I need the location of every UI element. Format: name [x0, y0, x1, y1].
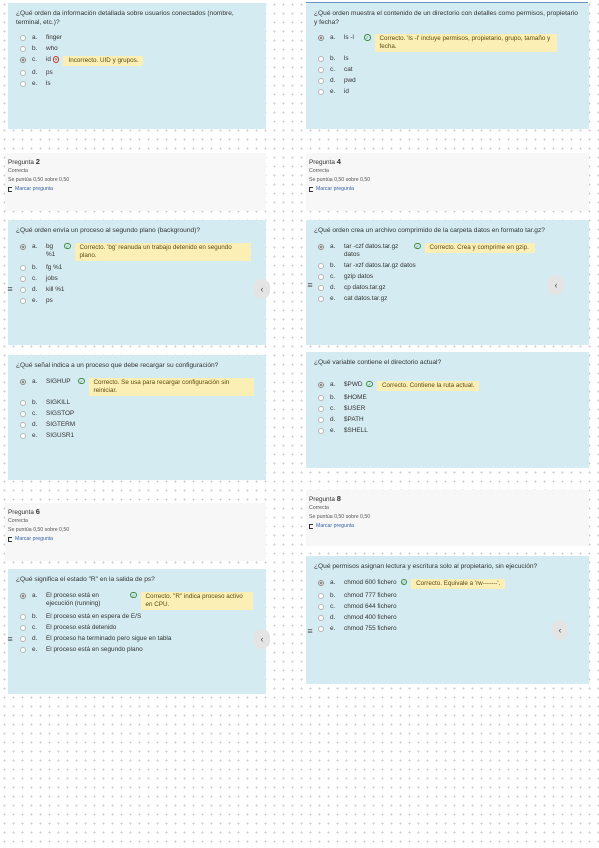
radio-button[interactable]	[318, 56, 324, 62]
feedback-correct: Correcto. "R" indica proceso activo en CPU.	[141, 592, 253, 610]
question-score: Se puntúa 0,50 sobre 0,50	[8, 527, 70, 533]
question-number: Pregunta 6	[8, 507, 40, 516]
feedback-correct: Correcto. 'ls -l' incluye permisos, propietario, grupo, tamaño y fecha.	[375, 34, 557, 52]
question-info-6	[5, 503, 266, 561]
option-a-selected[interactable]: a. $PWD ✓ Correcto. Contiene la ruta actual.	[314, 380, 581, 392]
option-b[interactable]: b. SIGKILL	[16, 398, 258, 409]
radio-button[interactable]	[20, 647, 26, 653]
option-d[interactable]: d. El proceso ha terminado pero sigue en tabla	[16, 634, 258, 645]
radio-button[interactable]	[20, 70, 26, 76]
radio-button[interactable]	[318, 274, 324, 280]
question-score: Se puntúa 0,50 sobre 0,50	[309, 177, 371, 183]
option-d[interactable]: d. chmod 400 fichero	[314, 613, 581, 624]
question-text: ¿Qué orden da información detallada sobre usuarios conectados (nombre, terminal, etc.)?	[16, 10, 234, 26]
radio-button[interactable]	[318, 593, 324, 599]
flag-icon	[8, 187, 12, 192]
radio-button-checked[interactable]	[318, 244, 324, 250]
radio-button[interactable]	[20, 400, 26, 406]
question-card-ps-state	[8, 569, 266, 694]
radio-button[interactable]	[20, 422, 26, 428]
radio-button[interactable]	[318, 626, 324, 632]
question-card-ls	[306, 3, 589, 129]
menu-icon[interactable]: ≡	[307, 626, 313, 636]
option-e[interactable]: e. cat datos.tar.gz	[314, 294, 581, 305]
question-score: Se puntúa 0,50 sobre 0,50	[309, 514, 371, 520]
option-e[interactable]: e. ls	[16, 79, 258, 90]
radio-button-checked[interactable]	[318, 382, 324, 388]
feedback-correct: Correcto. Se usa para recargar configuración sin reiniciar.	[89, 378, 254, 396]
radio-button[interactable]	[20, 614, 26, 620]
radio-button[interactable]	[318, 395, 324, 401]
feedback-correct: Correcto. Crea y comprime en gzip.	[425, 243, 535, 253]
flag-question-link[interactable]: Marcar pregunta	[8, 535, 263, 544]
question-number: Pregunta 8	[309, 494, 341, 503]
option-d[interactable]: d. SIGTERM	[16, 420, 258, 431]
option-c-selected[interactable]: c. id ✕ Incorrecto. UID y grupos.	[16, 55, 258, 67]
correct-icon: ✓	[401, 579, 406, 585]
option-a-selected[interactable]: a. ls -l ✓ Correcto. 'ls -l' incluye permisos, propietario, grupo, tamaño y fecha.	[314, 33, 581, 53]
flag-icon	[309, 187, 313, 192]
option-b[interactable]: b. El proceso está en espera de E/S	[16, 612, 258, 623]
radio-button[interactable]	[20, 276, 26, 282]
question-card-users	[8, 3, 266, 129]
option-c[interactable]: c. gzip datos	[314, 272, 581, 283]
question-text: ¿Qué permisos asignan lectura y escritura solo al propietario, sin ejecución?	[314, 563, 538, 570]
option-c[interactable]: c. chmod 644 fichero	[314, 602, 581, 613]
radio-button-checked[interactable]	[20, 244, 26, 250]
feedback-correct: Correcto. Equivale a 'rw-------'.	[411, 579, 505, 589]
radio-button[interactable]	[318, 417, 324, 423]
radio-button[interactable]	[318, 296, 324, 302]
correct-icon: ✓	[415, 243, 420, 249]
option-e[interactable]: e. id	[314, 87, 581, 98]
option-a-selected[interactable]: a. tar -czf datos.tar.gz datos ✓ Correcto. Crea y comprime en gzip.	[314, 242, 581, 260]
option-e[interactable]: e. ps	[16, 296, 258, 307]
flag-icon	[8, 537, 12, 542]
collapse-chevron-icon[interactable]: ‹	[548, 275, 564, 295]
radio-button[interactable]	[20, 411, 26, 417]
correct-icon: ✓	[367, 381, 372, 387]
flag-icon	[309, 524, 313, 529]
question-text: ¿Qué señal indica a un proceso que debe recargar su configuración?	[16, 362, 219, 369]
flag-question-link[interactable]: Marcar pregunta	[309, 185, 586, 194]
feedback-incorrect: Incorrecto. UID y grupos.	[63, 56, 143, 66]
option-b[interactable]: b. fg %1	[16, 263, 258, 274]
question-text: ¿Qué orden envía un proceso al segundo plano (background)?	[16, 227, 201, 234]
question-number: Pregunta 4	[309, 157, 341, 166]
question-info-2	[5, 153, 266, 211]
option-d[interactable]: d. cp datos.tar.gz	[314, 283, 581, 294]
radio-button[interactable]	[20, 287, 26, 293]
radio-button[interactable]	[318, 67, 324, 73]
correct-icon: ✓	[365, 35, 370, 41]
question-text: ¿Qué significa el estado "R" en la salida de ps?	[16, 576, 155, 583]
question-text: ¿Qué variable contiene el directorio actual?	[314, 359, 442, 366]
question-status: Correcta	[309, 168, 329, 174]
radio-button-checked[interactable]	[318, 35, 324, 41]
question-status: Correcta	[8, 518, 28, 524]
option-a-selected[interactable]: a. El proceso está en ejecución (running) ✓ Correcto. "R" indica proceso activo en CPU.	[16, 591, 258, 611]
menu-icon[interactable]: ≡	[7, 284, 13, 294]
option-b[interactable]: b. who	[16, 44, 258, 55]
radio-button[interactable]	[20, 636, 26, 642]
option-a-selected[interactable]: a. bg %1 ✓ Correcto. 'bg' reanuda un trabajo detenido en segundo plano.	[16, 242, 258, 262]
incorrect-icon: ✕	[54, 57, 59, 63]
question-card-tar	[306, 220, 589, 345]
correct-icon: ✓	[65, 243, 70, 249]
question-number: Pregunta 2	[8, 157, 40, 166]
question-status: Correcta	[309, 505, 329, 511]
option-c[interactable]: c. $USER	[314, 404, 581, 415]
question-card-bg	[8, 220, 266, 345]
radio-button[interactable]	[20, 298, 26, 304]
option-c[interactable]: c. jobs	[16, 274, 258, 285]
radio-button-checked[interactable]	[20, 379, 26, 385]
radio-button[interactable]	[318, 78, 324, 84]
radio-button-checked[interactable]	[20, 593, 26, 599]
question-card-signal	[8, 355, 266, 480]
radio-button[interactable]	[318, 604, 324, 610]
option-b[interactable]: b. tar -xzf datos.tar.gz datos	[314, 261, 581, 272]
question-status: Correcta	[8, 168, 28, 174]
option-d[interactable]: d. pwd	[314, 76, 581, 87]
option-e[interactable]: e. $SHELL	[314, 426, 581, 437]
option-e[interactable]: e. El proceso está en segundo plano	[16, 645, 258, 656]
question-text: ¿Qué orden muestra el contenido de un directorio con detalles como permisos, propietario y fecha?	[314, 10, 578, 26]
option-d[interactable]: d. $PATH	[314, 415, 581, 426]
question-card-chmod	[306, 556, 589, 684]
collapse-chevron-icon[interactable]: ‹	[254, 629, 270, 649]
radio-button[interactable]	[20, 265, 26, 271]
option-c[interactable]: c. cat	[314, 65, 581, 76]
option-e[interactable]: e. SIGUSR1	[16, 431, 258, 442]
flag-question-link[interactable]: Marcar pregunta	[309, 522, 586, 531]
radio-button[interactable]	[20, 433, 26, 439]
question-info-4	[306, 153, 589, 211]
option-a[interactable]: a. finger	[16, 33, 258, 44]
correct-icon: ✓	[131, 592, 136, 598]
option-a-selected[interactable]: a. chmod 600 fichero ✓ Correcto. Equivale a 'rw-------'.	[314, 578, 581, 590]
question-card-variable	[306, 352, 589, 468]
radio-button[interactable]	[318, 615, 324, 621]
option-c[interactable]: c. El proceso está detenido	[16, 623, 258, 634]
flag-question-link[interactable]: Marcar pregunta	[8, 185, 263, 194]
radio-button[interactable]	[20, 46, 26, 52]
option-b[interactable]: b. chmod 777 fichero	[314, 591, 581, 602]
question-text: ¿Qué orden crea un archivo comprimido de la carpeta datos en formato tar.gz?	[314, 227, 545, 234]
radio-button[interactable]	[20, 35, 26, 41]
radio-button[interactable]	[318, 428, 324, 434]
radio-button[interactable]	[318, 406, 324, 412]
collapse-chevron-icon[interactable]: ‹	[254, 279, 270, 299]
menu-icon[interactable]: ≡	[7, 634, 13, 644]
radio-button[interactable]	[20, 81, 26, 87]
option-b[interactable]: b. ls	[314, 54, 581, 65]
radio-button-checked[interactable]	[318, 580, 324, 586]
radio-button[interactable]	[318, 89, 324, 95]
question-score: Se puntúa 0,50 sobre 0,50	[8, 177, 70, 183]
feedback-correct: Correcto. 'bg' reanuda un trabajo detenido en segundo plano.	[75, 243, 251, 261]
question-info-8	[306, 490, 589, 546]
option-d[interactable]: d. ps	[16, 68, 258, 79]
option-b[interactable]: b. $HOME	[314, 393, 581, 404]
radio-button-checked[interactable]	[20, 57, 26, 63]
option-e[interactable]: e. chmod 755 fichero	[314, 624, 581, 635]
menu-icon[interactable]: ≡	[307, 280, 313, 290]
feedback-correct: Correcto. Contiene la ruta actual.	[377, 381, 479, 391]
radio-button[interactable]	[318, 263, 324, 269]
radio-button[interactable]	[318, 285, 324, 291]
option-d[interactable]: d. kill %1	[16, 285, 258, 296]
correct-icon: ✓	[79, 378, 84, 384]
radio-button[interactable]	[20, 625, 26, 631]
option-a-selected[interactable]: a. SIGHUP ✓ Correcto. Se usa para recargar configuración sin reiniciar.	[16, 377, 258, 397]
option-c[interactable]: c. SIGSTOP	[16, 409, 258, 420]
collapse-chevron-icon[interactable]: ‹	[552, 620, 568, 640]
